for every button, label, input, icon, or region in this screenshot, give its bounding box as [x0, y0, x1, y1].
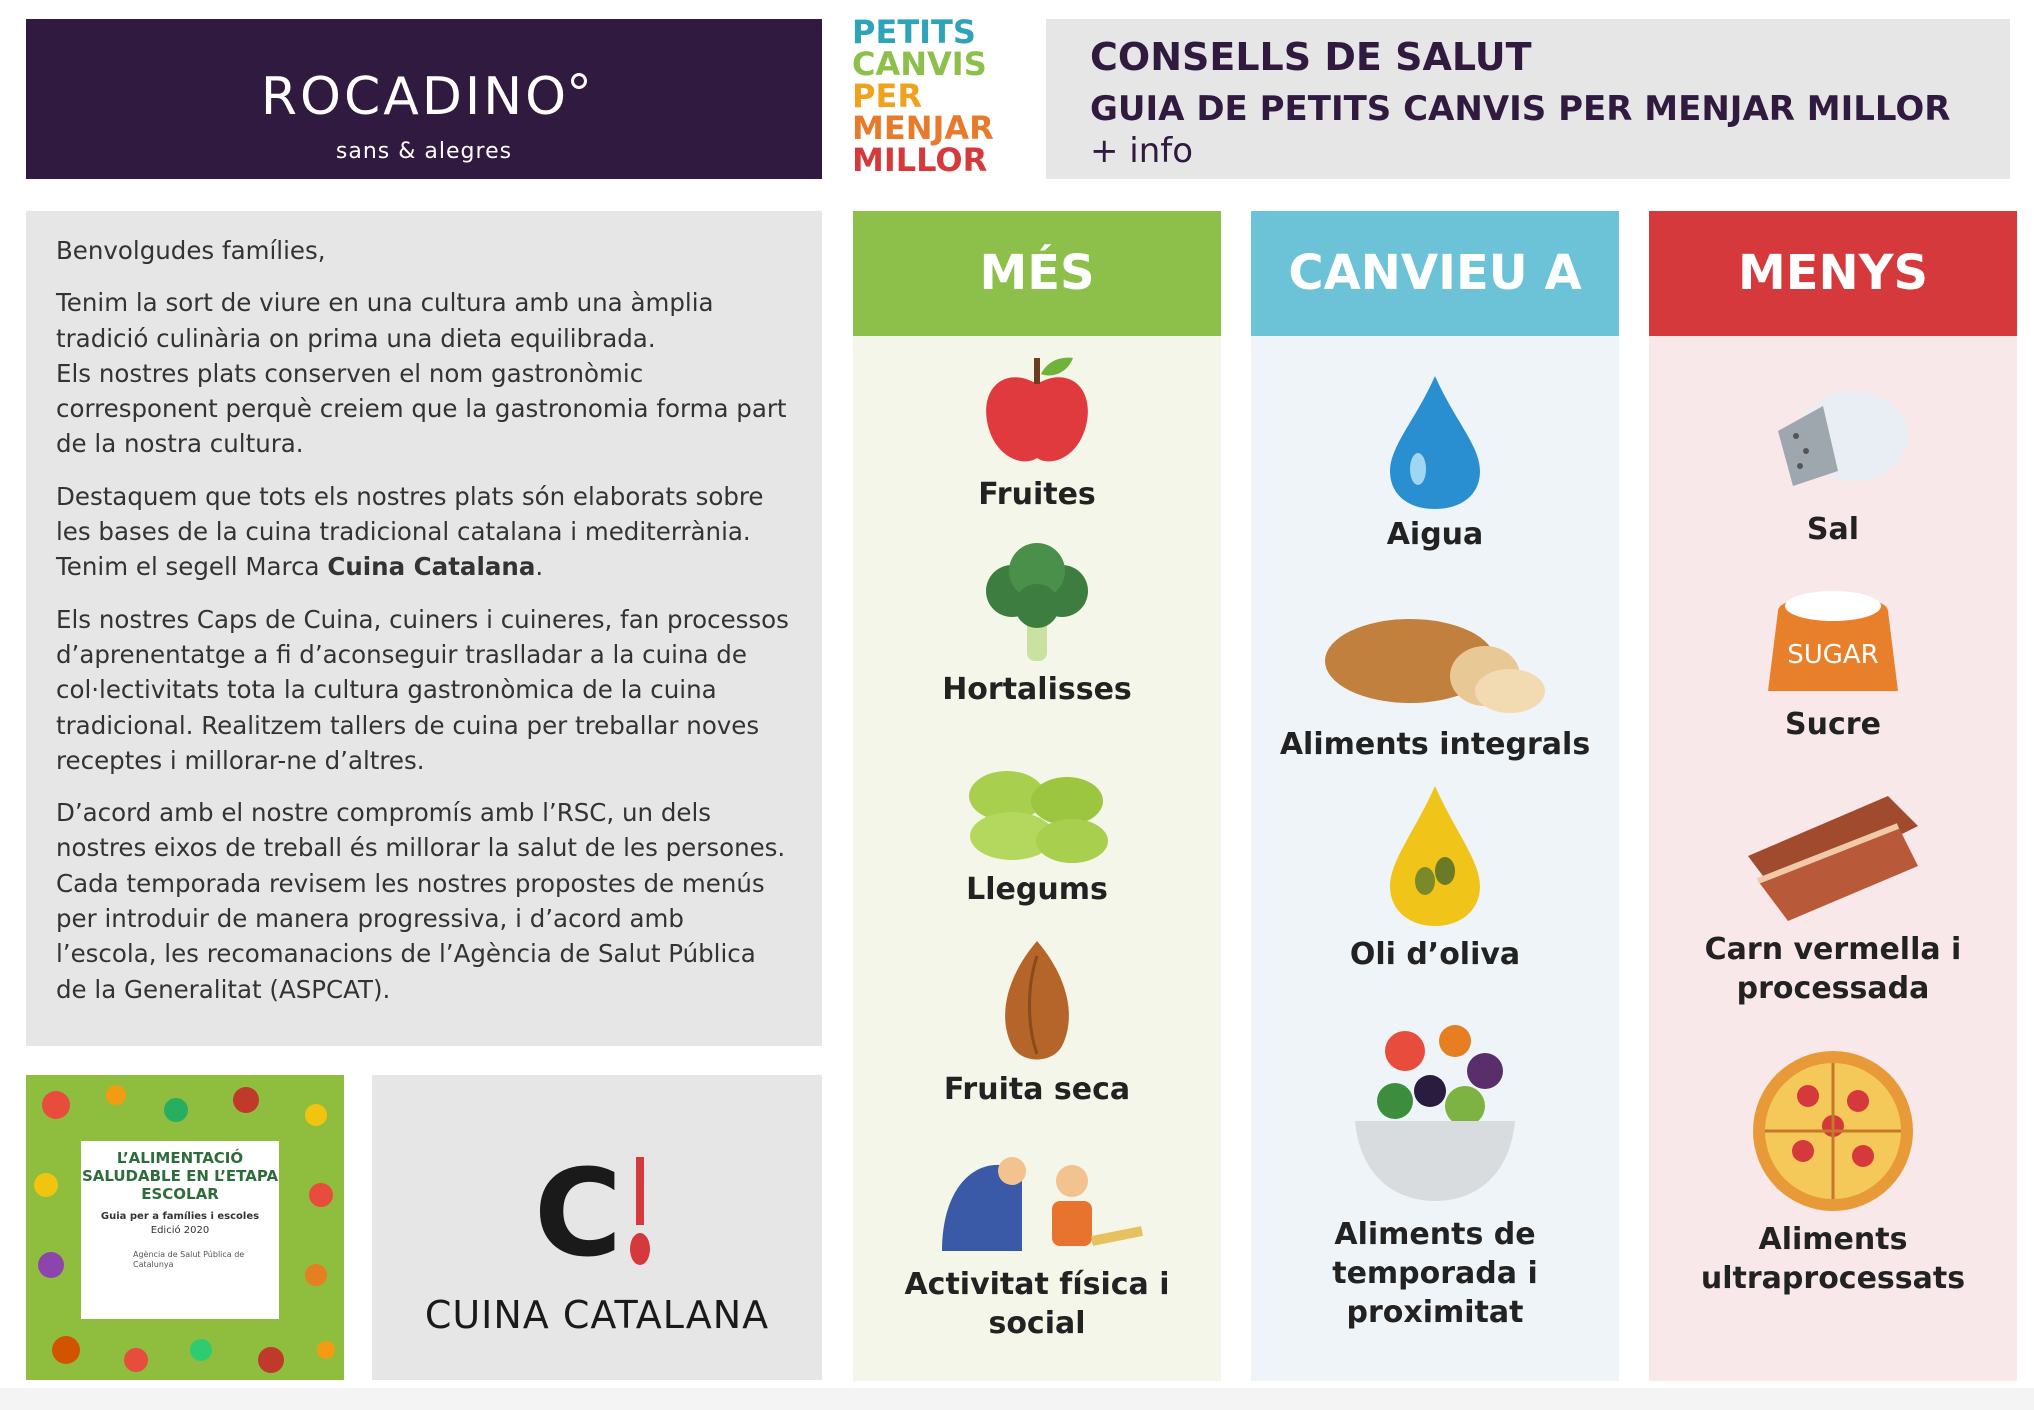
item-oli-oliva	[1251, 781, 1619, 974]
letter-paragraph-1: Tenim la sort de viure en una cultura amb una àmplia tradició culinària on prima una dieta equilibrada. Els nostres plats conserven el nom gastronòmic corresponent perquè creiem que la gastronomia forma part de la nostra cultura.	[56, 288, 787, 459]
letter-panel	[26, 211, 822, 1046]
item-label: Sucre	[1785, 707, 1881, 742]
water-drop-icon	[1380, 371, 1490, 511]
logo-line-1: PETITS	[852, 13, 976, 51]
apple-icon	[977, 346, 1097, 471]
logo-line-5: MILLOR	[852, 141, 988, 179]
letter-paragraph-3: Els nostres Caps de Cuina, cuiners i cuineres, fan processos d’aprenentatge a fi d’aconseguir traslladar a la cuina de col·lectivitats tota la cultura gastronòmica de la cuina tradicional. Realitzem tallers de cuina per treballar noves receptes i millorar-ne d’altres.	[56, 604, 789, 775]
column-heading-mes: MÉS	[853, 211, 1221, 336]
cuina-catalana-label: CUINA CATALANA	[424, 1293, 770, 1337]
item-label: Fruita seca	[943, 1072, 1131, 1107]
exercise-people-icon	[922, 1141, 1152, 1261]
item-label: Aigua	[1386, 517, 1484, 552]
brand-banner	[26, 19, 822, 179]
item-fruita-seca	[853, 936, 1221, 1109]
bread-icon	[1315, 606, 1555, 721]
page-subtitle: GUIA DE PETITS CANVIS PER MENJAR MILLOR	[1090, 89, 1951, 129]
item-hortalisses	[853, 536, 1221, 709]
item-label: Aliments de temporada i proximitat	[1332, 1217, 1538, 1330]
letter-paragraph-4: D’acord amb el nostre compromís amb l’RSC, un dels nostres eixos de treball és millorar la salut de les persones. Cada temporada revisem les nostres propostes de menús per introduir de manera progressiva, i d’acord amb l’escola, les recomanacions de l’Agència de Salut Pública de la Generalitat (ASPCAT).	[56, 798, 786, 1004]
brand-logo: ROCADINO	[26, 67, 822, 127]
page-title: CONSELLS DE SALUT	[1090, 35, 1532, 79]
column-canvieu	[1251, 211, 1619, 1381]
column-heading-menys: MENYS	[1649, 211, 2017, 336]
item-label: Llegums	[966, 872, 1108, 907]
logo-line-3: PER	[852, 77, 922, 115]
item-label: Aliments integrals	[1279, 727, 1591, 762]
booklet-edition: Edició 2020	[150, 1225, 210, 1236]
booklet-cover[interactable]	[26, 1075, 344, 1380]
logo-line-4: MENJAR	[852, 109, 994, 147]
cuina-catalana-logo: C	[534, 1145, 623, 1284]
column-heading-canvieu: CANVIEU A	[1251, 211, 1619, 336]
sugar-label: SUGAR	[1787, 640, 1879, 670]
item-aliments-temporada	[1251, 1001, 1619, 1332]
bacon-icon	[1738, 786, 1928, 926]
item-label: Fruites	[978, 477, 1096, 512]
brand-tagline: sans & alegres	[335, 139, 513, 164]
beans-icon	[952, 756, 1122, 866]
petits-canvis-logo	[852, 13, 1024, 184]
item-ultraprocessats	[1649, 1046, 2017, 1298]
item-fruites	[853, 346, 1221, 514]
column-mes	[853, 211, 1221, 1381]
booklet-subtitle: Guia per a famílies i escoles	[100, 1211, 260, 1222]
pizza-icon	[1748, 1046, 1918, 1216]
letter-paragraph-2: Destaquem que tots els nostres plats són elaborats sobre les bases de la cuina tradicional catalana i mediterrània. Tenim el segell Marca Cuina Catalana.	[56, 481, 764, 582]
booklet-card	[81, 1141, 279, 1319]
letter-greeting: Benvolgudes famílies,	[56, 236, 326, 265]
item-sucre	[1649, 581, 2017, 744]
item-label: Hortalisses	[942, 672, 1132, 707]
cuina-catalana-seal	[372, 1075, 822, 1380]
olive-oil-icon	[1380, 781, 1490, 931]
more-info-link[interactable]: + info	[1090, 131, 1194, 171]
item-label: Aliments ultraprocessats	[1700, 1222, 1966, 1296]
almond-icon	[992, 936, 1082, 1066]
item-label: Oli d’oliva	[1349, 937, 1521, 972]
column-menys	[1649, 211, 2017, 1381]
item-llegums	[853, 756, 1221, 909]
booklet-publisher: Agència de Salut Pública de Catalunya	[133, 1250, 245, 1269]
item-aliments-integrals	[1251, 606, 1619, 764]
item-activitat-fisica	[853, 1141, 1221, 1343]
sugar-bag-icon	[1758, 581, 1908, 701]
item-carn-vermella	[1649, 786, 2017, 1008]
item-sal	[1649, 376, 2017, 549]
salt-shaker-icon	[1748, 376, 1918, 506]
bottom-strip	[0, 1388, 2034, 1410]
item-aigua	[1251, 371, 1619, 554]
item-label: Activitat física i social	[904, 1267, 1170, 1341]
logo-line-2: CANVIS	[852, 45, 987, 83]
booklet-title: L’ALIMENTACIÓ SALUDABLE EN L’ETAPA ESCOLAR	[81, 1149, 279, 1203]
header-title-box	[1046, 19, 2010, 179]
item-label: Carn vermella i processada	[1704, 932, 1962, 1006]
spoon-icon	[628, 1157, 652, 1267]
vegetables-bowl-icon	[1345, 1001, 1525, 1211]
item-label: Sal	[1806, 512, 1860, 547]
broccoli-icon	[972, 536, 1102, 666]
